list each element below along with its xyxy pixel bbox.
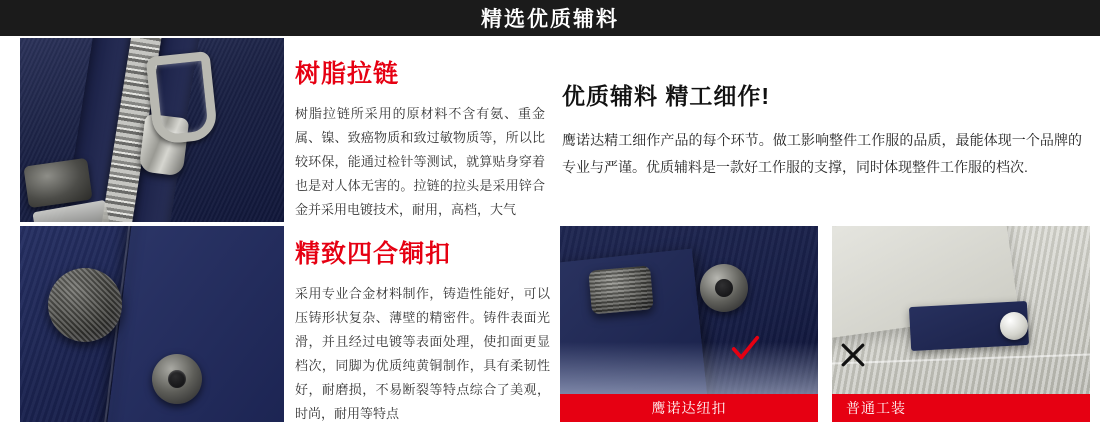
ordinary-snap-photo: [832, 226, 1090, 394]
zipper-snap-button: [23, 158, 92, 208]
comparison-card-good[interactable]: [560, 226, 818, 422]
banner-title: 精选优质辅料: [481, 8, 619, 31]
comparison-gallery: [560, 226, 1100, 422]
snap-heading: 精致四合铜扣: [295, 240, 452, 268]
snap-button-section: [0, 226, 1100, 422]
zipper-section: [0, 36, 1100, 224]
snap-photo-large-button: [48, 268, 122, 342]
good-card-label: 鹰诺达纽扣: [651, 400, 727, 416]
good-snap-photo: [560, 226, 818, 394]
zipper-heading: 树脂拉链: [295, 60, 400, 88]
section-banner: [0, 0, 1100, 36]
zipper-pull-tab: [146, 51, 219, 145]
feature-heading: 优质辅料 精工细作!: [562, 83, 771, 109]
zipper-text-block: [295, 54, 545, 222]
snap-button-photo: [20, 226, 284, 422]
snap-body: 采用专业合金材料制作，铸造性能好，可以压铸形状复杂、薄壁的精密件。铸件表面光滑，并且经过电镀等表面处理，使扣面更显档次，同脚为优质纯黄铜制作，具有柔韧性好，耐磨损，不易断裂等特点综合了美观，时尚，耐用等特点: [295, 286, 550, 421]
good-photo-highlight: [560, 342, 818, 394]
feature-body: 鹰诺达精工细作产品的每个环节。做工影响整件工作服的品质，最能体现一个品牌的专业与严谨。优质辅料是一款好工作服的支撑，同时体现整件工作服的档次.: [562, 132, 1082, 175]
ordinary-photo-snap: [1000, 312, 1028, 340]
zipper-photo: [20, 38, 284, 222]
good-photo-snap-small: [700, 264, 748, 312]
good-photo-snap-large: [588, 265, 654, 314]
snap-text-block: [295, 234, 550, 426]
feature-text-block: [562, 78, 1082, 181]
snap-photo-small-button: [152, 354, 202, 404]
zipper-body: 树脂拉链所采用的原材料不含有氨、重金属、镍、致癌物质和致过敏物质等，所以比较环保，能通过检针等测试，就算贴身穿着也是对人体无害的。拉链的拉头是采用锌合金并采用电镀技术，耐用，高档，大气: [295, 106, 545, 217]
ordinary-card-label-bar: [832, 394, 1090, 422]
ordinary-card-label: 普通工装: [846, 400, 906, 416]
good-card-label-bar: [560, 394, 818, 422]
comparison-card-ordinary[interactable]: [832, 226, 1090, 422]
